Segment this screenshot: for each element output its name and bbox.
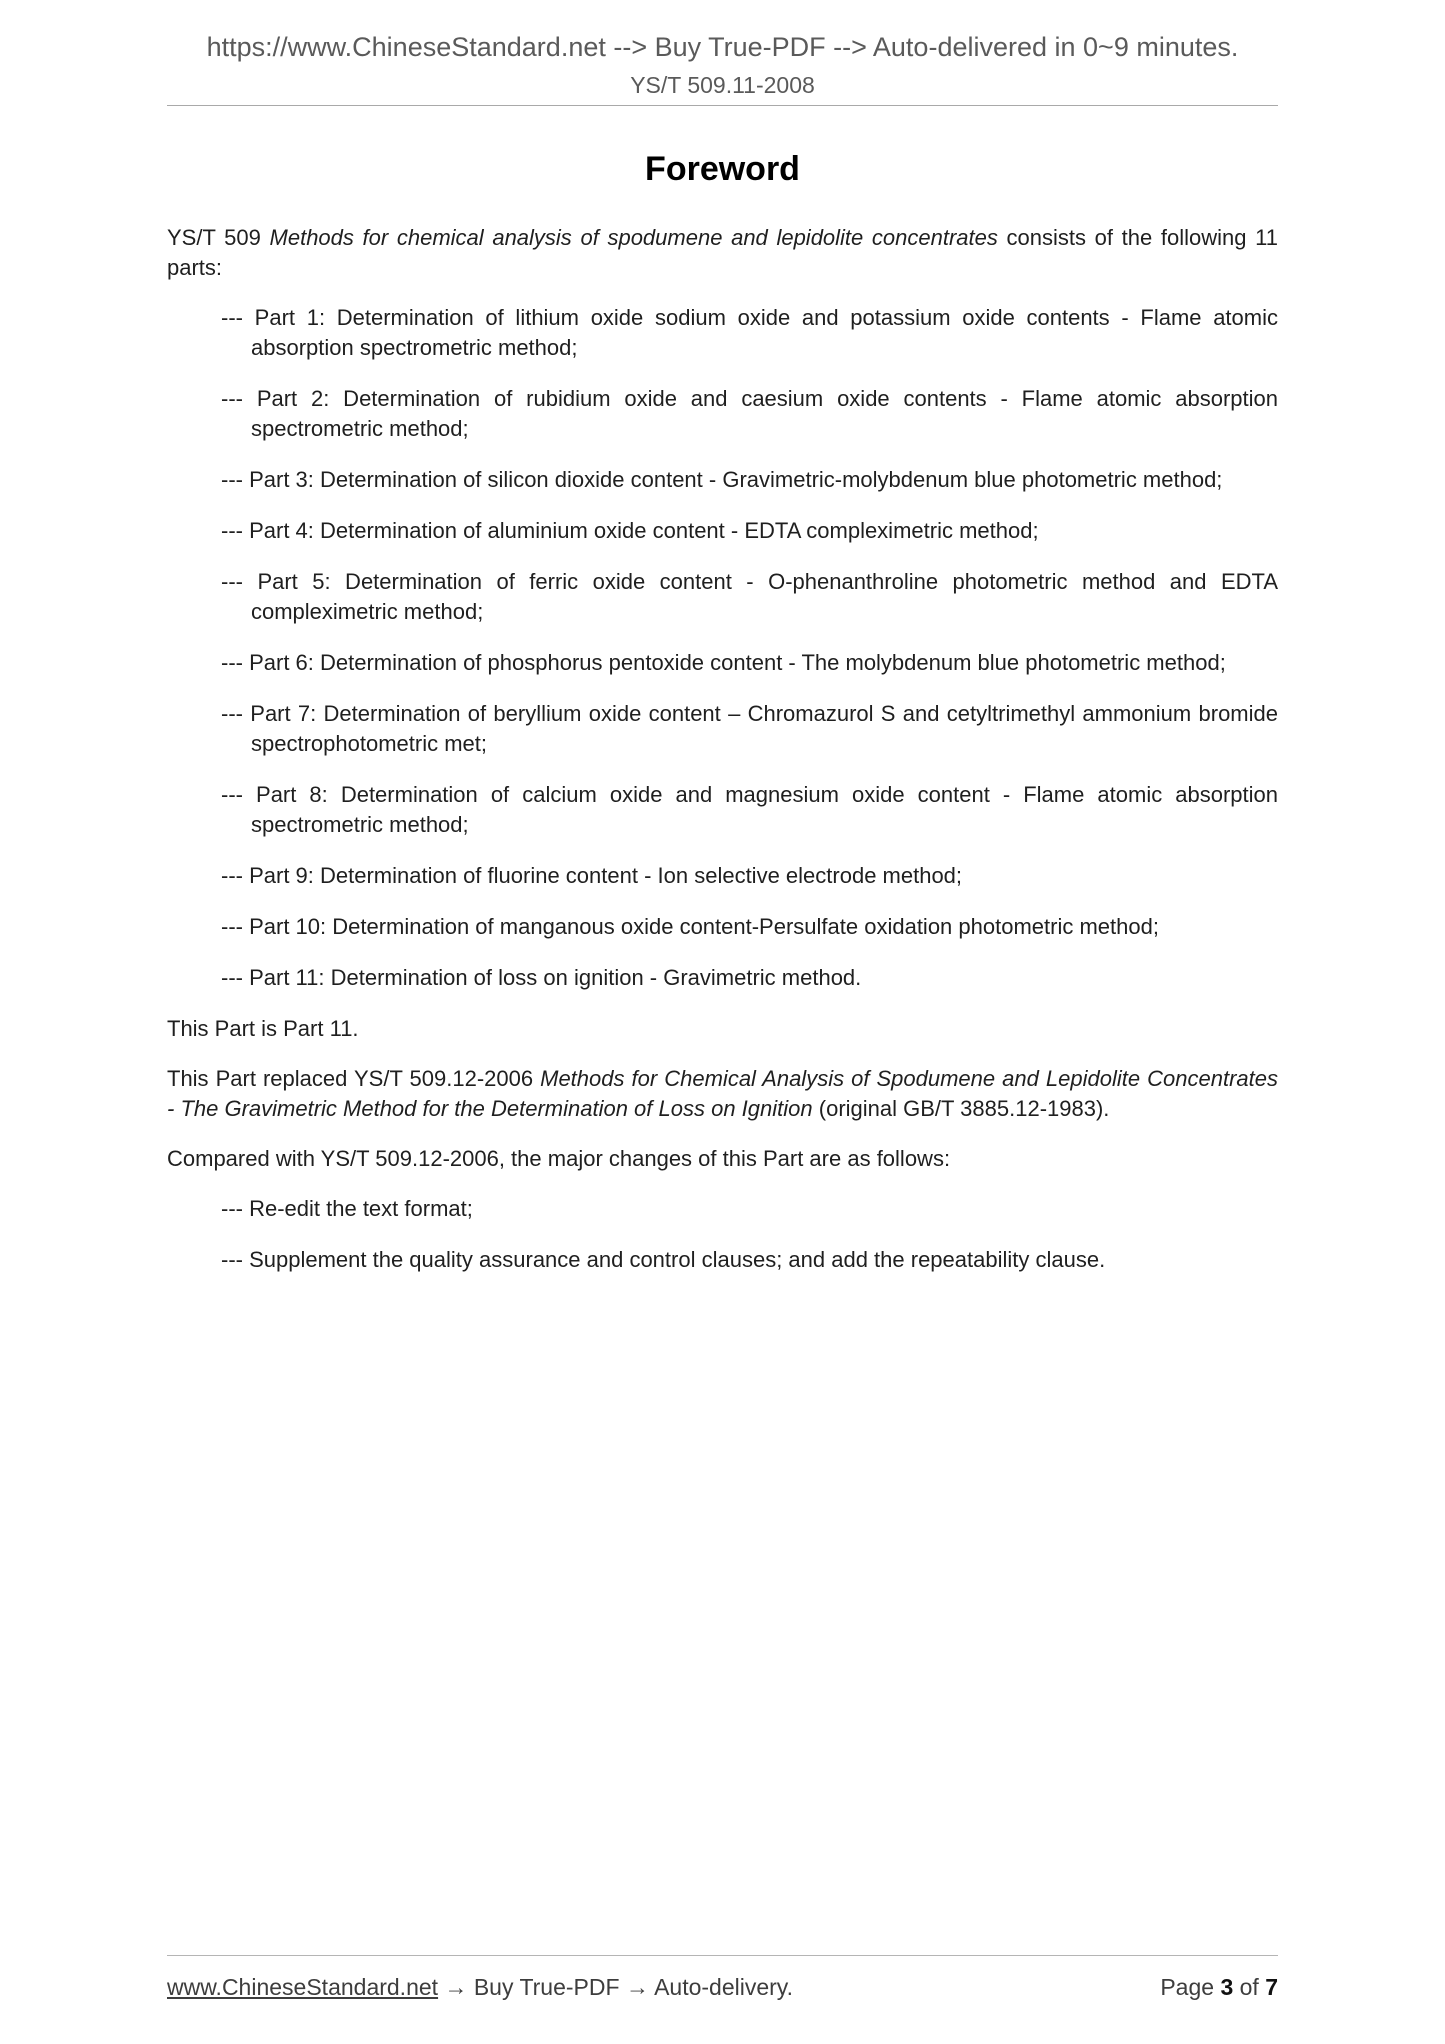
- part-list-item-5: --- Part 5: Determination of ferric oxide content - O-phenanthroline photometric method and EDTA compleximetric method;: [221, 569, 1278, 624]
- footer-buy-text: Buy True-PDF: [473, 1974, 620, 2000]
- replaced-suffix: (original GB/T 3885.12-1983).: [812, 1096, 1110, 1121]
- page-header: [167, 30, 1278, 100]
- page-word: Page: [1160, 1974, 1215, 2000]
- page-title: Foreword: [645, 150, 800, 188]
- page-number: [1160, 1972, 1278, 2002]
- intro-prefix: YS/T 509: [167, 225, 270, 250]
- footer-arrow-icon: →: [444, 1974, 468, 2000]
- replaced-paragraph: [167, 1064, 1278, 1124]
- of-word: of: [1239, 1974, 1259, 2000]
- part-list-item-1: --- Part 1: Determination of lithium oxide sodium oxide and potassium oxide contents - Flame atomic absorption spectrometric method;: [221, 305, 1278, 360]
- page-footer: [167, 1955, 1278, 2002]
- part-list-item-9: --- Part 9: Determination of fluorine content - Ion selective electrode method;: [221, 863, 963, 888]
- this-part-paragraph: This Part is Part 11.: [167, 1016, 359, 1041]
- footer-divider: [167, 1955, 1278, 1956]
- part-list-item-11: --- Part 11: Determination of loss on ignition - Gravimetric method.: [221, 965, 862, 990]
- footer-site-line: [167, 1972, 793, 2002]
- footer-site-link[interactable]: www.ChineseStandard.net: [167, 1974, 439, 2000]
- part-list-item-6: --- Part 6: Determination of phosphorus pentoxide content - The molybdenum blue photometric method;: [221, 650, 1226, 675]
- change-list-item-2: --- Supplement the quality assurance and control clauses; and add the repeatability clause.: [221, 1247, 1106, 1272]
- part-list-item-3: --- Part 3: Determination of silicon dioxide content - Gravimetric-molybdenum blue photometric method;: [221, 467, 1223, 492]
- compared-paragraph: Compared with YS/T 509.12-2006, the major changes of this Part are as follows:: [167, 1146, 951, 1171]
- footer-arrow-icon: →: [625, 1974, 649, 2000]
- header-url-line: https://www.ChineseStandard.net --> Buy True-PDF --> Auto-delivered in 0~9 minutes.: [206, 32, 1239, 62]
- footer-delivery-text: Auto-delivery.: [654, 1974, 793, 2000]
- part-list-item-10: --- Part 10: Determination of manganous oxide content-Persulfate oxidation photometric method;: [221, 914, 1159, 939]
- standard-number: YS/T 509.11-2008: [630, 72, 815, 98]
- header-divider: [167, 105, 1278, 106]
- intro-italic-title: Methods for chemical analysis of spodumene and lepidolite concentrates: [269, 225, 998, 250]
- part-list-item-8: --- Part 8: Determination of calcium oxide and magnesium oxide content - Flame atomic absorption spectrometric method;: [221, 782, 1278, 837]
- part-list-item-4: --- Part 4: Determination of aluminium oxide content - EDTA compleximetric method;: [221, 518, 1039, 543]
- page-current: 3: [1220, 1974, 1234, 2000]
- intro-paragraph: [167, 223, 1278, 283]
- replaced-italic-title: Methods for Chemical Analysis of Spodumene and Lepidolite Concentrates - The Gravimetric Method for the Determination of Loss on Ignition: [167, 1066, 1278, 1121]
- change-list-item-1: --- Re-edit the text format;: [221, 1196, 473, 1221]
- page-total: 7: [1265, 1974, 1278, 2000]
- replaced-prefix: This Part replaced YS/T 509.12-2006: [167, 1066, 541, 1091]
- part-list-item-2: --- Part 2: Determination of rubidium oxide and caesium oxide contents - Flame atomic absorption spectrometric method;: [221, 386, 1278, 441]
- part-list-item-7: --- Part 7: Determination of beryllium oxide content – Chromazurol S and cetyltrimethyl ammonium bromide spectrophotometric met;: [221, 701, 1278, 756]
- intro-suffix: consists of the following 11 parts:: [167, 225, 1279, 280]
